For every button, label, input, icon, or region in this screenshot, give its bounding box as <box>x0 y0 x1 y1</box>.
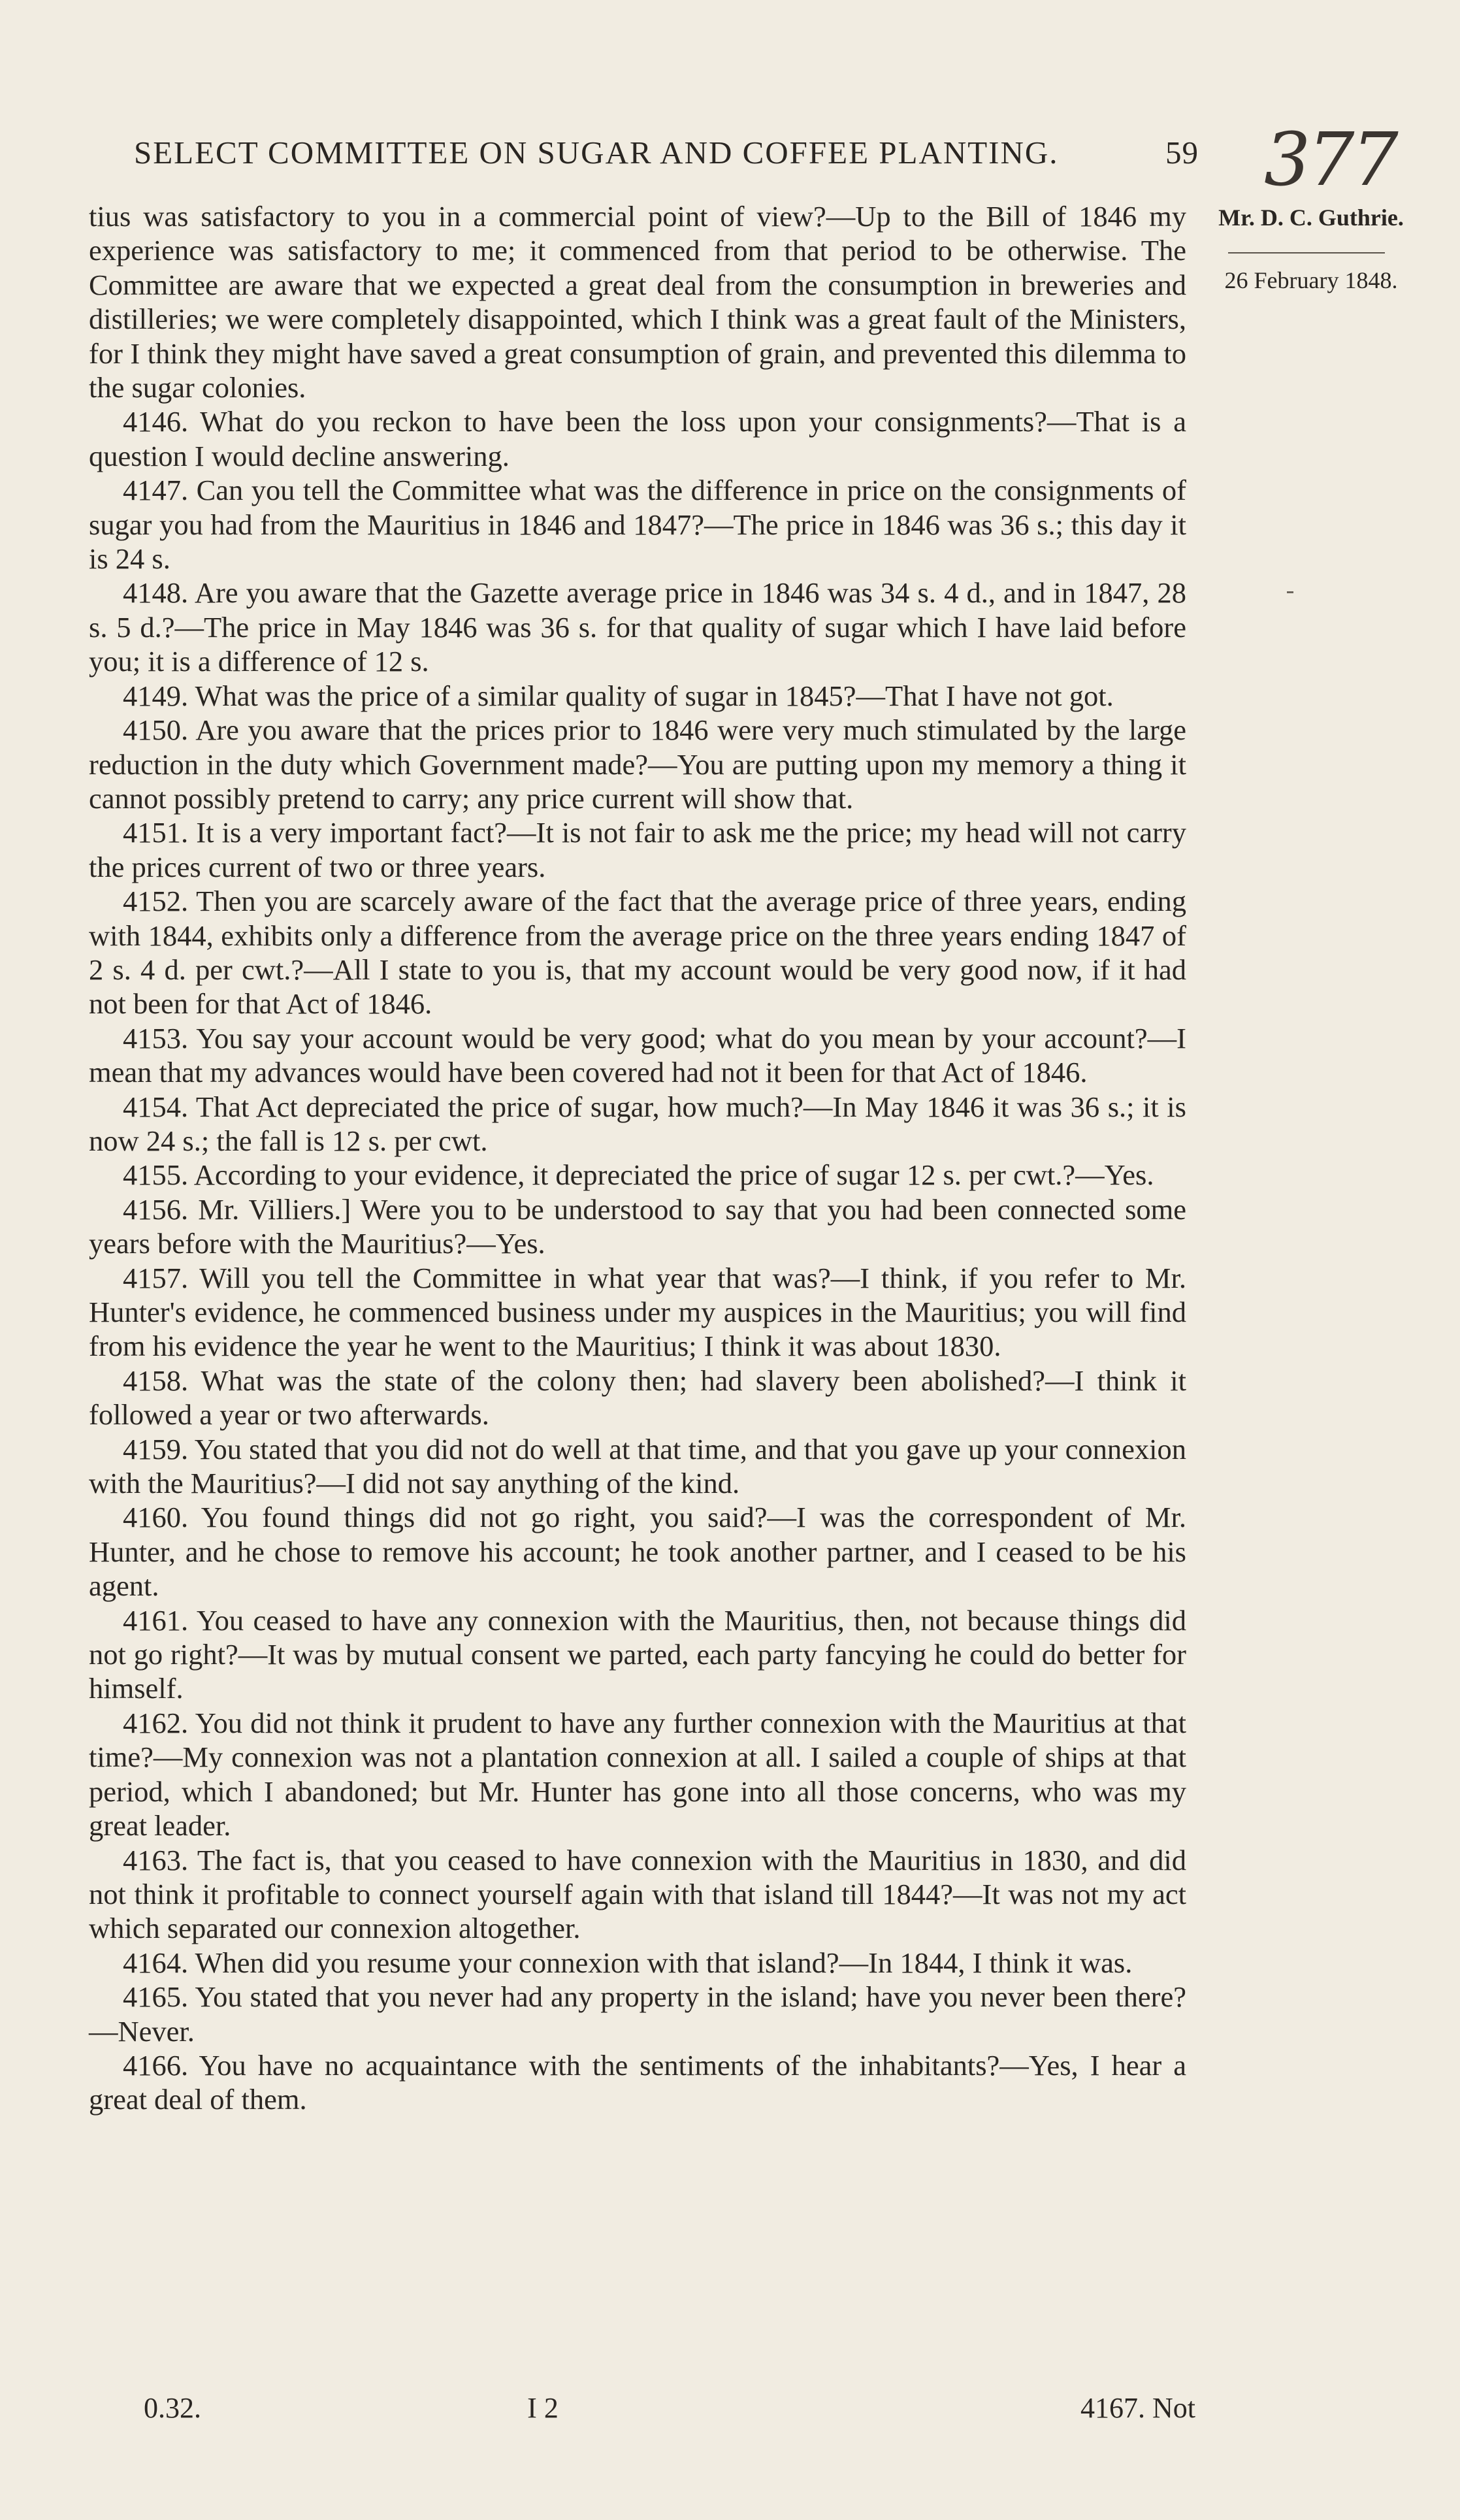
question-answer-text: Can you tell the Committee what was the difference in price on the consignments of sugar you had from the Mauritius in 1846 and 1847?—The price in 1846 was 36 s.; this day it is 24 s. <box>89 474 1186 576</box>
question-number: 4148. <box>123 576 189 610</box>
question-answer-text: You have no acquaintance with the sentiments of the inhabitants?—Yes, I hear a great deal of them. <box>89 2048 1186 2116</box>
question-number: 4159. <box>123 1432 189 1465</box>
question-answer-text: Mr. Villiers.] Were you to be understood to say that you had been connected some years before with the Mauritius?—Yes. <box>89 1192 1186 1260</box>
question-answer-text: Then you are scarcely aware of the fact that the average price of three years, ending with 1844, exhibits only a difference from the average price on the three years ending 1847 of 2 s. 4 d. per cwt.?—All I state to you is, that my account would be very good now, if it had not been for that Act of 1846. <box>89 885 1186 1021</box>
question-answer-text: tius was satisfactory to you in a commercial point of view?—Up to the Bill of 1846 my experience was satisfactory to me; it commenced from that period to be otherwise. The Committee are aware that we expected a great deal from the consumption in breweries and distilleries; we were completely disappointed, which I think was a great fault of the Ministers, for I think they might have saved a great consumption of grain, and prevented this dilemma to the sugar colonies. <box>89 200 1186 404</box>
question-number: 4160. <box>123 1501 189 1534</box>
testimony-paragraph <box>89 199 1186 404</box>
testimony-body <box>89 199 1186 2117</box>
margin-mark <box>1287 591 1293 593</box>
question-answer-text: You did not think it prudent to have any further connexion with the Mauritius at that time?—My connexion was not a plantation connexion at all. I sailed a couple of ships at that period, which I abandoned; but Mr. Hunter has gone into all those concerns, who was my great leader. <box>89 1706 1186 1842</box>
testimony-paragraph <box>89 1090 1186 1158</box>
testimony-paragraph <box>89 1706 1186 1843</box>
question-answer-text: According to your evidence, it depreciated the price of sugar 12 s. per cwt.?—Yes. <box>193 1158 1154 1192</box>
testimony-paragraph <box>89 713 1186 815</box>
handwritten-folio-number: 377 <box>1264 118 1396 203</box>
testimony-paragraph <box>89 884 1186 1021</box>
question-answer-text: That Act depreciated the price of sugar, how much?—In May 1846 it was 36 s.; it is now 24 s.; the fall is 12 s. per cwt. <box>89 1090 1186 1157</box>
testimony-paragraph <box>89 1980 1186 2048</box>
question-answer-text: You stated that you never had any property in the island; have you never been there?—Never. <box>89 1980 1186 2048</box>
question-answer-text: You found things did not go right, you said?—I was the correspondent of Mr. Hunter, and he chose to remove his account; he took another partner, and I ceased to be his agent. <box>89 1501 1186 1603</box>
question-number: 4154. <box>123 1090 189 1123</box>
question-number: 4157. <box>123 1261 189 1294</box>
testimony-paragraph <box>89 815 1186 884</box>
question-number: 4166. <box>123 2048 189 2082</box>
question-number: 4147. <box>123 474 189 507</box>
testimony-paragraph <box>89 473 1186 576</box>
question-number: 4164. <box>123 1946 189 1979</box>
testimony-paragraph <box>89 1432 1186 1501</box>
question-number: 4149. <box>123 679 189 712</box>
question-answer-text: Will you tell the Committee in what year that was?—I think, if you refer to Mr. Hunter's evidence, he commenced business under my auspices in the Mauritius; you will find from his evidence the year he went to the Mauritius; I think it was about 1830. <box>89 1261 1186 1363</box>
testimony-paragraph <box>89 1158 1186 1192</box>
question-number: 4150. <box>123 713 189 747</box>
testimony-paragraph <box>89 1364 1186 1432</box>
page-title: SELECT COMMITTEE ON SUGAR AND COFFEE PLANTING. <box>134 135 1059 171</box>
question-answer-text: You stated that you did not do well at that time, and that you gave up your connexion with the Mauritius?—I did not say anything of the kind. <box>89 1432 1186 1500</box>
witness-sidenote: Mr. D. C. Guthrie. <box>1218 205 1404 231</box>
question-number: 4152. <box>123 885 189 918</box>
question-number: 4146. <box>123 405 189 438</box>
question-answer-text: What do you reckon to have been the loss upon your consignments?—That is a question I would decline answering. <box>89 405 1186 472</box>
testimony-paragraph <box>89 404 1186 473</box>
testimony-paragraph <box>89 1500 1186 1603</box>
testimony-paragraph <box>89 1603 1186 1706</box>
running-header <box>134 134 1199 171</box>
question-number: 4163. <box>123 1843 189 1876</box>
testimony-paragraph <box>89 679 1186 713</box>
question-number: 4158. <box>123 1364 189 1397</box>
testimony-paragraph <box>89 2048 1186 2117</box>
date-sidenote: 26 February 1848. <box>1224 267 1398 293</box>
testimony-paragraph <box>89 1021 1186 1090</box>
question-answer-text: When did you resume your connexion with that island?—In 1844, I think it was. <box>195 1946 1133 1979</box>
question-answer-text: Are you aware that the Gazette average price in 1846 was 34 s. 4 d., and in 1847, 28 s. 5 d.?—The price in May 1846 was 36 s. for that quality of sugar which I have laid before you; it is a difference of 12 s. <box>89 576 1187 678</box>
printer-signature: I 2 <box>527 2392 559 2424</box>
testimony-paragraph <box>89 1946 1186 1980</box>
testimony-paragraph <box>89 1843 1186 1946</box>
question-answer-text: It is a very important fact?—It is not fair to ask me the price; my head will not carry the prices current of two or three years. <box>89 816 1187 883</box>
question-number: 4151. <box>123 816 189 849</box>
question-number: 4161. <box>123 1603 189 1637</box>
question-number: 4162. <box>123 1706 189 1739</box>
question-answer-text: The fact is, that you ceased to have connexion with the Mauritius in 1830, and did not think it profitable to connect yourself again with that island till 1844?—It was not my act which separated our connexion altogether. <box>89 1843 1186 1945</box>
question-answer-text: Are you aware that the prices prior to 1846 were very much stimulated by the large reduction in the duty which Government made?—You are putting upon my memory a thing it cannot possibly pretend to carry; any price current will show that. <box>89 713 1187 815</box>
question-answer-text: What was the state of the colony then; had slavery been abolished?—I think it followed a year or two afterwards. <box>89 1364 1186 1432</box>
catchword: 4167. Not <box>1080 2392 1195 2424</box>
testimony-paragraph <box>89 1192 1186 1261</box>
testimony-paragraph <box>89 576 1186 678</box>
question-answer-text: You ceased to have any connexion with the Mauritius, then, not because things did not go right?—It was by mutual consent we parted, each party fancying he could do better for himself. <box>89 1603 1186 1705</box>
testimony-paragraph <box>89 1261 1186 1364</box>
footer-left: 0.32. <box>144 2392 201 2424</box>
question-answer-text: What was the price of a similar quality of sugar in 1845?—That I have not got. <box>195 679 1114 712</box>
question-answer-text: You say your account would be very good; what do you mean by your account?—I mean that my advances would have been covered had not it been for that Act of 1846. <box>89 1021 1186 1089</box>
question-number: 4156. <box>123 1192 189 1226</box>
page-number: 59 <box>1165 135 1199 171</box>
sidenote-divider <box>1228 252 1385 254</box>
question-number: 4153. <box>123 1021 189 1055</box>
question-number: 4165. <box>123 1980 189 2014</box>
page-footer <box>144 2391 1195 2425</box>
question-number: 4155. <box>123 1158 189 1192</box>
